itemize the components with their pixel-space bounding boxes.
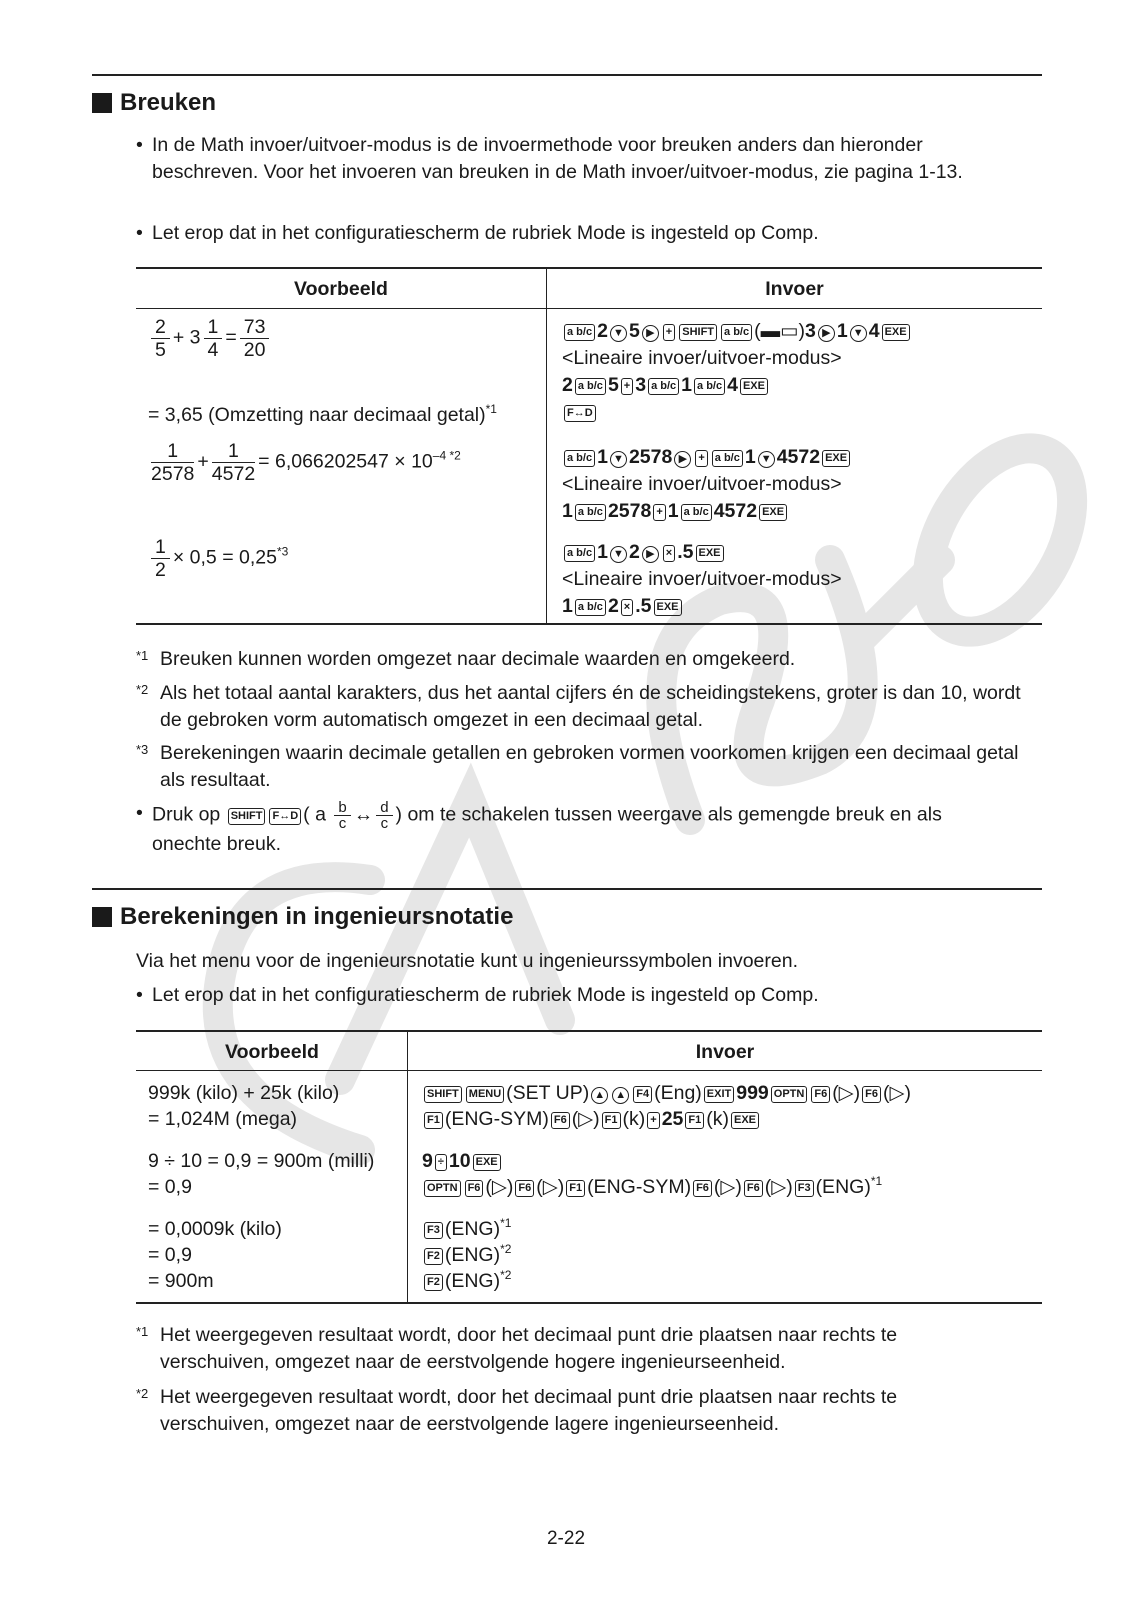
input-row1-linear: 2 a b/c 5 + 3 a b/c 1 a b/c 4 EXE — [562, 372, 770, 399]
bullet-comp-mode: • Let erop dat in het configuratiescherm de rubriek Mode is ingesteld op Comp. — [136, 222, 819, 244]
input-row3-linear: 1 a b/c 2 × .5 EXE — [562, 593, 684, 620]
example-fraction-sum: $\frac{2}{5}$ + 3 $\frac{1}{4}$ = $\frac{73}{20}$ — [148, 316, 272, 361]
table2-header-input: Invoer — [695, 1041, 755, 1063]
table2-header-example: Voorbeeld — [225, 1041, 319, 1063]
input-row1-math: a b/c 2 ▼ 5 ▶ + SHIFT a b/c (▬▭)3 ▶ 1 ▼ 4 EXE — [562, 318, 912, 345]
eng-footnote-1: *1 Het weergegeven resultaat wordt, door het decimaal punt drie plaatsen naar rechts te verschuiven, omgezet naar de eerstvolgende hogere ingenieurseenheid. — [136, 1324, 898, 1373]
eng-example-1-line2: = 1,024M (mega) — [148, 1108, 298, 1130]
bullet-mixed-fraction-toggle: • Druk op SHIFT F↔D ( a $\frac{b}{c}$ ↔ $\frac{d}{c}$ ) om te schakelen tussen weergave als gemengde breuk en als onechte breuk. — [136, 799, 942, 855]
table-header-example: Voorbeeld — [294, 278, 388, 300]
eng-example-2-line2: = 0,9 — [148, 1176, 192, 1198]
engineering-intro: Via het menu voor de ingenieursnotatie kunt u ingenieurssymbolen invoeren. — [136, 950, 798, 972]
section-title-engineering: Berekeningen in ingenieursnotatie — [92, 902, 513, 932]
square-bullet-icon — [92, 907, 112, 927]
eng-input-3-line3: F2 (ENG)$^{*2}$ — [422, 1268, 511, 1295]
input-row2-math: a b/c 1 ▼ 2578 ▶ + a b/c 1 ▼ 4572 EXE — [562, 444, 852, 471]
input-row2-linear: 1 a b/c 2578 + 1 a b/c 4572 EXE — [562, 498, 789, 525]
table-header-input: Invoer — [765, 278, 824, 300]
example-fraction-times-decimal: $\frac{1}{2}$ × $0,5 = 0,25^{*3}$ — [148, 536, 288, 581]
footnote-3: *3 Berekeningen waarin decimale getallen en gebroken vormen voorkomen krijgen een decimaal getal als resultaat. — [136, 742, 1019, 791]
footnote-2: *2 Als het totaal aantal karakters, dus het aantal cijfers én de scheidingstekens, groter is dan 10, wordt de gebroken vorm automatisch omgezet in een decimaal getal. — [136, 682, 1021, 731]
example-reciprocal-sum: $\frac{1}{2578}$ + $\frac{1}{4572}$ = $6,066202547 \times 10^{-4 *2}$ — [151, 440, 461, 485]
eng-footnote-2: *2 Het weergegeven resultaat wordt, door het decimaal punt drie plaatsen naar rechts te verschuiven, omgezet naar de eerstvolgende lagere ingenieurseenheid. — [136, 1386, 898, 1435]
linear-mode-label-2: <Lineaire invoer/uitvoer-modus> — [562, 473, 842, 495]
header-divider — [136, 308, 1042, 309]
header2-divider — [136, 1070, 1042, 1071]
section-rule-2 — [92, 888, 1042, 890]
square-bullet-icon — [92, 93, 112, 113]
column-divider — [546, 267, 547, 623]
example-decimal-conversion: = 3,65 (Omzetting naar decimaal getal)$^{*1}$ — [148, 402, 497, 426]
input-fd-key: F↔D — [562, 399, 598, 426]
bullet-comp-mode-2: • Let erop dat in het configuratiescherm de rubriek Mode is ingesteld op Comp. — [136, 984, 819, 1006]
eng-input-2-line1: 9 ÷ 10 EXE — [422, 1148, 503, 1175]
linear-mode-label-1: <Lineaire invoer/uitvoer-modus> — [562, 347, 842, 369]
column2-divider — [407, 1030, 408, 1302]
linear-mode-label-3: <Lineaire invoer/uitvoer-modus> — [562, 568, 842, 590]
eng-input-2-line2: OPTN F6 (▷) F6 (▷) F1 (ENG-SYM) F6 (▷) F6 (▷) F3 (ENG)$^{*1}$ — [422, 1174, 882, 1201]
section-title-breuken: Breuken — [92, 88, 216, 118]
eng-input-1-line1: SHIFT MENU (SET UP) ▲ ▲ F4 (Eng) EXIT 999 OPTN F6 (▷) F6 (▷) — [422, 1080, 911, 1107]
eng-example-3-line2: = 0,9 — [148, 1244, 192, 1266]
footnote-1: *1 Breuken kunnen worden omgezet naar decimale waarden en omgekeerd. — [136, 648, 796, 670]
eng-input-3-line2: F2 (ENG)$^{*2}$ — [422, 1242, 511, 1269]
eng-example-3-line3: = 900m — [148, 1270, 214, 1292]
eng-example-1-line1: 999k (kilo) + 25k (kilo) — [148, 1082, 340, 1104]
eng-input-1-line2: F1 (ENG-SYM) F6 (▷) F1 (k) + 25 F1 (k) EXE — [422, 1106, 761, 1133]
bullet-math-mode: • In de Math invoer/uitvoer-modus is de invoermethode voor breuken anders dan hieronder beschreven. Voor het invoeren van breuken in de Math invoer/uitvoer-modus, zie pagina 1-13. — [136, 134, 963, 183]
eng-example-3-line1: = 0,0009k (kilo) — [148, 1218, 282, 1240]
input-row3-math: a b/c 1 ▼ 2 ▶ × .5 EXE — [562, 539, 726, 566]
eng-input-3-line1: F3 (ENG)$^{*1}$ — [422, 1216, 511, 1243]
page-number: 2-22 — [546, 1528, 586, 1549]
eng-example-2-line1: 9 ÷ 10 = 0,9 = 900m (milli) — [148, 1150, 375, 1172]
section-rule — [92, 74, 1042, 76]
